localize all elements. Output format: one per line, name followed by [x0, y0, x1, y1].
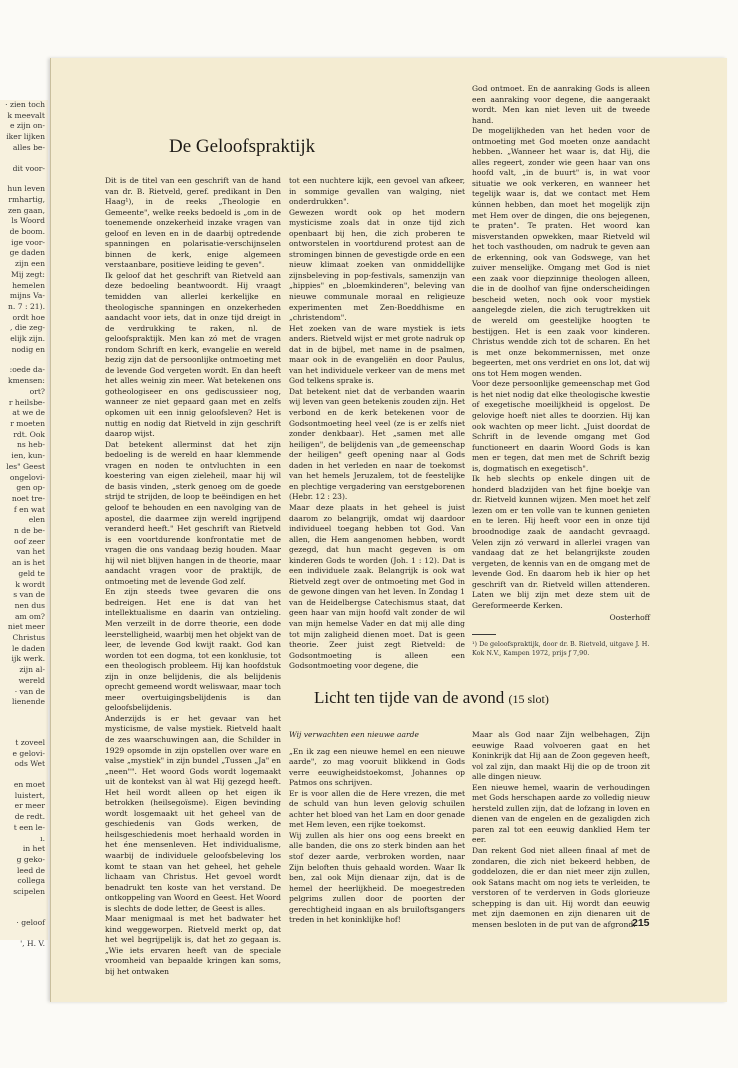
previous-page-line: at we de — [12, 408, 45, 418]
article2-column-1 — [289, 730, 465, 926]
previous-page-line: ', H. V. — [20, 938, 45, 948]
previous-page-line: an is het — [11, 558, 45, 568]
previous-page-line: t een le- — [13, 822, 45, 832]
previous-page-line: e zijn on- — [9, 121, 45, 131]
paragraph: Een nieuwe hemel, waarin de verhoudingen met Gods herschapen aarde zo volledig nieuw hersteld zullen zijn, dat de lofzang in loven en dienen van de engelen en de gezaligden zich paren zal tot een eeuwig danklied Hem ter eer. — [472, 782, 650, 845]
previous-page-line: dit voor- — [12, 163, 45, 173]
previous-page-line: ort? — [29, 386, 45, 396]
previous-page-line: oof zeer — [14, 536, 45, 546]
previous-page-line: ongelovi- — [9, 472, 45, 482]
previous-page-line: de redt. — [14, 812, 45, 822]
paragraph: Maar deze plaats in het geheel is juist daarom zo belangrijk, omdat wij daardoor individueel toegang hebben tot God. Van allen, die Hem aangenomen hebben, wordt gezegd, dat hun macht gegeven is om kinderen Gods te worden (Joh. 1 : 12). Dat is een individuele zaak. Belangrijk is ook wat Rietveld zegt over de ontmoeting met God in de gewone dingen van het leven. In Zondag 1 van de Heidelbergse Catechismus staat, dat geen haar van mijn hoofd valt zonder de wil van mijn hemelse Vader en dat mij alle ding tot mijn zaligheid dienen moet. Dat is geen theorie. Zeer juist zegt Rietveld: de Godsontmoeting is alleen een Godsontmoeting voor degene, die — [289, 502, 465, 671]
previous-page-line: wereld — [18, 675, 45, 685]
footnote: ¹) De geloofspraktijk, door dr. B. Rietveld, uitgave J. H. Kok N.V., Kampen 1972, prijs ƒ 7,90. — [472, 640, 650, 657]
previous-page-line: rmhartig, — [8, 194, 45, 204]
previous-page-line: s van de — [13, 590, 45, 600]
previous-page-line: gen op- — [16, 483, 45, 493]
previous-page-line: · zien toch — [5, 100, 45, 109]
previous-page-line: n de be- — [14, 526, 45, 536]
previous-page-line: ijk werk. — [11, 654, 45, 664]
previous-page-line: k meevalt — [7, 110, 45, 120]
previous-page-line: f en wat — [13, 504, 45, 514]
paragraph: Maar menigmaal is met het badwater het kind weggeworpen. Rietveld merkt op, dat het wel begrijpelijk is, dat het zo gegaan is. „Wie iets ervaren heeft van de speciale vroomheid van bepaalde kringen kan soms, bij het ontwaken — [105, 914, 281, 977]
previous-page-line: er meer — [14, 801, 45, 811]
previous-page-line: zijn een — [15, 259, 45, 269]
previous-page-line — [0, 728, 48, 738]
previous-page-line — [0, 174, 48, 184]
previous-page-line: zijn al- — [19, 665, 45, 675]
previous-page-line: ien, kun- — [11, 451, 45, 461]
previous-page-line: en moet — [13, 780, 45, 790]
previous-page-line: rdt. Ook — [13, 429, 45, 439]
previous-page-line: , die zeg- — [10, 323, 45, 333]
paragraph: Het zoeken van de ware mystiek is iets anders. Rietveld wijst er met grote nadruk op dat in de bijbel, met name in de psalmen, maar ook in de evangeliën en door Paulus, van het individuele verkeer van de mens met God telkens sprake is. — [289, 323, 465, 386]
paragraph: Dit is de titel van een geschrift van de hand van dr. B. Rietveld, geref. predikant in Den Haag¹), in de reeks „Theologie en Gemeente", welke reeks bedoeld is „om in de toenemende onzekerheid inzake vragen van geloof en leven en in de daarbij optredende spanningen en polarisatie-verschijnselen binnen de kerk, enige algemeen verstaanbare, positieve leiding te geven". — [105, 176, 281, 270]
article2-column-2 — [472, 730, 650, 930]
previous-page-line: ns heb- — [16, 440, 45, 450]
paragraph: Ik heb slechts op enkele dingen uit de honderd bladzijden van het fijne boekje van dr. Rietveld kunnen wijzen. Men moet het zelf lezen om er ten volle van te kunnen genieten en te leren. Hij heeft voor een in onze tijd broodnodige zaak de aandacht gevraagd. Velen zijn zó verward in allerlei vragen van vandaag dat ze het belangrijkste zouden vergeten, de kennis van en de omgang met de levende God. En daarom heb ik hier op het geschrift van dr. Rietveld willen attenderen. Laten we blij zijn met deze stem uit de Gereformeerde Kerken. — [472, 474, 650, 610]
previous-page-line: r moeten — [10, 418, 45, 428]
page-215 — [50, 58, 727, 1002]
previous-page-line — [0, 154, 48, 164]
article2-title: Licht ten tijde van de avond — [314, 688, 505, 707]
previous-page-line — [0, 770, 48, 780]
paragraph: Anderzijds is er het gevaar van het mysticisme, de valse mystiek. Rietveld haalt de zes waarschuwingen aan, die Schilder in 1929 opsomde in zijn opstellen over ware en valse „mystiek" in zijn bundel „Tussen „Ja" en „neen"". Het woord Gods wordt logemaakt uit de kontekst van àl wat Hij gezegd heeft. Het heil wordt alleen op het eigen ik betrokken (heilsegoïsme). Eigen bevinding wordt losgemaakt uit het geheel van de geschiedenis van Gods werken, de heilsgeschiedenis moet herhaald worden in het éne mensenleven. Het individualisme, waarbij de individuele geloofsbeleving los komt te staan van het geheel, het gehele lichaam van Christus. Het gevoel wordt benadrukt ten koste van het verstand. De ontkoppeling van Woord en Geest. Het Woord is slechts de dode letter, de Geest is alles. — [105, 713, 281, 913]
article2-part: (15 slot) — [508, 692, 549, 706]
paragraph: Dat betekent allerminst dat het zijn bedoeling is de wereld en haar klemmende vragen en noden te ontvluchten in een koestering van eigen zieleheil, maar hij wil de basis vinden, „sterk genoeg om de goede strijd te strijden, de loop te beëindigen en het geloof te behouden en een navolging van de apostel, die daarmee zijn wereld ingrijpend veranderd heeft." Het geschrift van Rietveld is een voortdurende konfrontatie met de vragen die ons vandaag bezig houden. Maar hij wil niet blijven hangen in de theorie, maar aandacht vragen voor de praktijk, de ontmoeting met de levende God zelf. — [105, 439, 281, 586]
previous-page-line: Christus — [12, 633, 45, 643]
previous-page-line: ge daden — [9, 248, 45, 258]
previous-page-line: ordt hoe — [12, 312, 45, 322]
paragraph: Dat betekent niet dat de verbanden waarin wij leven van geen betekenis zouden zijn. Het verbond en de kerk betekenen voor de Godsontmoeting heel veel (ze is er zelfs niet zonder denkbaar). Het „samen met alle heiligen", de belijdenis van „de gemeenschap der heiligen" geeft opening naar al Gods daden in het verleden en naar de toekomst van het hemels Jeruzalem, tot de feestelijke en plechtige vergadering van eerstgeborenen (Hebr. 12 : 23). — [289, 386, 465, 502]
previous-page-line: :oede da- — [9, 365, 45, 375]
article-title-geloofspraktijk: De Geloofspraktijk — [169, 136, 316, 157]
previous-page-line: scipelen — [13, 887, 45, 897]
previous-page-line: leed de — [16, 865, 45, 875]
previous-page-line: hemelen — [12, 280, 45, 290]
paragraph: Er is voor allen die de Here vrezen, die met de schuld van hun leven gelovig schuilen achter het bloed van het Lam en door genade met Hem leven, een rijke toekomst. — [289, 788, 465, 830]
previous-page-line: k wordt — [15, 579, 45, 589]
previous-page-line — [0, 355, 48, 365]
previous-page-margin — [0, 100, 48, 948]
previous-page-line: ods Wet — [14, 759, 45, 769]
previous-page-line: niet meer — [7, 622, 45, 632]
previous-page-line — [0, 898, 48, 908]
previous-page-line: hun leven — [7, 184, 45, 194]
article1-column-3 — [472, 84, 650, 624]
previous-page-line: nodig en — [11, 344, 45, 354]
paragraph: Wij zullen als hier ons oog eens breekt en alle banden, die ons zo sterk binden aan het stof dezer aarde, verbroken worden, naar Zijn beloften thuis gehaald worden. Waar Ik ben, zal ook Mijn dienaar zijn, dat is de hemel der heerlijkheid. De moegestreden pelgrims zullen door de poorten der gerechtigheid ingaan en als bruiloftsgangers treden in het koninklijke hof! — [289, 830, 465, 925]
paragraph: En zijn steeds twee gevaren die ons bedreigen. Het ene is dat van het intellektualisme en daarin van ontzieling. Men verzeilt in de dorre theorie, een dode leerstelligheid, waarbij men het objekt van de leer, de levende God kwijt raakt. God kan worden tot een dogma, tot een konklusie, tot een theologisch probleem. Hij kan hoofdstuk zijn in onze belijdenis, die als belijdenis oprecht gemeend wordt weliswaar, maar toch meer overtuigingsbelijdenis is dan geloofsbelijdenis. — [105, 587, 281, 713]
previous-page-line: e gelovi- — [12, 748, 45, 758]
previous-page-line: · geloof — [16, 917, 45, 927]
previous-page-line: · van de — [14, 686, 45, 696]
previous-page-line: le daden — [12, 643, 45, 653]
previous-page-line: nen dus — [14, 600, 45, 610]
paragraph: tot een nuchtere kijk, een gevoel van afkeer, in sommige gevallen van walging, niet onderdrukken". — [289, 176, 465, 207]
article2-subtitle: Wij verwachten een nieuwe aarde — [289, 730, 419, 739]
paragraph: „En ik zag een nieuwe hemel en een nieuwe aarde", zo mag vooruit blikkend in Gods verre eeuwigheidstoekomst, Johannes op Patmos ons schrijven. — [289, 746, 465, 788]
previous-page-line: Mij zegt: — [11, 269, 45, 279]
paragraph: De mogelijkheden van het heden voor de ontmoeting met God moeten onze aandacht hebben. „Wanneer het waar is, dat Hij, die alles regeert, zonder wie geen haar van ons hoofd valt, „in de buurt" is, in wat voor situatie we ook verkeren, en wanneer het tegelijk waar is, dat we contact met Hem kúnnen hebben, dan moet het mogelijk zijn met Hem over de dingen, die ons bejegenen, te praten". Te praten. Het woord kan misverstanden opwekken, maar Rietveld wil het toch vasthouden, om nadruk te geven aan de erkenning, ook van Godswege, van het zuiver menselijke. Omgang met God is niet een zaak voor diepzinnige theologen alleen, die in de doolhof van fijne onderscheidingen bescheid weten, noch ook voor mystiek aangelegde zielen, die zich terugtrekken uit de wereld om geestelijke hoogten te bestijgen. Het is een zaak voor kinderen. Christus wendde zich tot de scharen. En het is met onze bekommernissen, met onze begeerten, met ons verdriet en ons lot, dat wij ons tot Hem mogen wenden. — [472, 126, 650, 378]
article-title-licht — [314, 688, 549, 708]
previous-page-line: n. 7 : 21). — [8, 301, 45, 311]
previous-page-line: luistert, — [14, 790, 45, 800]
previous-page-line: r heilsbe- — [8, 397, 45, 407]
paragraph: Ik geloof dat het geschrift van Rietveld aan deze bedoeling beantwoordt. Hij vraagt temidden van allerlei kerkelijke en theologische spanningen en onzekerheden aandacht voor iets, dat in onze tijd dreigt in de verdrukking te raken, nl. de geloofspraktijk. Men kan zó met de vragen rondom Schrift en kerk, evangelie en wereld bezig zijn dat de persoonlijke ontmoeting met de levende God vergeten wordt. En dan heeft het alles weinig zin meer. Wat betekenen ons gotheologiseer en ons gediscussieer nog, wanneer ze niet gepaard gaan met en zelfs opkomen uit een innig geloofsleven? Het is nuttig en nodig dat Rietveld in zijn geschrift daarop wijst. — [105, 270, 281, 439]
paragraph: God ontmoet. En de aanraking Gods is alleen een aanraking voor degene, die aangeraakt wordt. Men kan niet leven uit de tweede hand. — [472, 84, 650, 125]
previous-page-line — [0, 718, 48, 728]
previous-page-line: lienende — [12, 697, 45, 707]
previous-page-line: ige voor- — [11, 237, 45, 247]
paragraph: Dan rekent God niet alleen finaal af met de zondaren, die zich niet bekeerd hebben, de goddelozen, die er dan niet meer zijn zullen, ook Satans macht om nog iets te verleiden, te verstoren of te verderven in Gods glorieuze schepping is dan uit. Hij wordt dan eeuwig met zijn daemonen en zijn dienaren uit de mensen besloten in de put van de afgrond. — [472, 846, 650, 929]
article1-column-2 — [289, 176, 465, 672]
previous-page-line: in het — [22, 844, 45, 854]
previous-page-line: ls Woord — [11, 216, 45, 226]
paragraph: Gewezen wordt ook op het modern mysticisme zoals dat in onze tijd zich openbaart bij hen, die zich proberen te ontworstelen in voortdurend protest aan de stromingen binnen de gevestigde orde en een nieuw klimaat zoeken van onmiddellijke zijnsbeleving in pop-festivals, samenzijn van „hippies" en „bloemkinderen", beleving van nieuwe communale moraal en religieuze experimenten met Zen-Boeddhisme en „christendom". — [289, 207, 465, 323]
previous-page-line — [0, 929, 48, 939]
paragraph: Voor deze persoonlijke gemeenschap met God is het niet nodig dat elke theologische kwestie of exegetische moeilijkheid is opgelost. De gelovige hoeft niet alles te doorzien. Hij kan ook wachten op meer licht. „Juist doordat de Schrift in de levende omgang met God functioneert en daarin Woord Gods is kan men er tegen, dat men met de Schrift bezig is, dogmatisch en exegetisch". — [472, 379, 650, 473]
previous-page-line: noet tre- — [11, 493, 45, 503]
footnote-rule — [472, 634, 496, 635]
page-number: 215 — [632, 917, 650, 929]
previous-page-line — [0, 908, 48, 918]
previous-page-line: iker lijken — [6, 132, 45, 142]
previous-page-line: zen gaan, — [7, 205, 45, 215]
article1-column-1 — [105, 176, 281, 978]
article1-signature: Oosterhoff — [609, 613, 650, 623]
previous-page-line: am om? — [15, 611, 45, 621]
previous-page-line: elen — [28, 515, 45, 525]
previous-page-line: t zoveel — [15, 737, 45, 747]
paragraph: Maar als God naar Zijn welbehagen, Zijn eeuwige Raad volvoeren gaat en het Koninkrijk dat Hij aan de Zoon gegeven heeft, vol zal zijn, dan maakt Hij die op de troon zit alle dingen nieuw. — [472, 730, 650, 782]
previous-page-line: ı. — [40, 833, 45, 843]
previous-page-line: de boom. — [9, 227, 45, 237]
previous-page-line: elijk zijn. — [10, 334, 45, 344]
previous-page-line: collega — [17, 876, 45, 886]
previous-page-line: geld te — [18, 568, 45, 578]
previous-page-line: alles be- — [12, 142, 45, 152]
previous-page-line: kmensen: — [7, 376, 45, 386]
previous-page-line: les" Geest — [6, 461, 45, 471]
previous-page-line — [0, 708, 48, 718]
previous-page-line: mijns Va- — [9, 291, 45, 301]
previous-page-line: g geko- — [16, 855, 45, 864]
previous-page-line: van het — [16, 547, 45, 557]
